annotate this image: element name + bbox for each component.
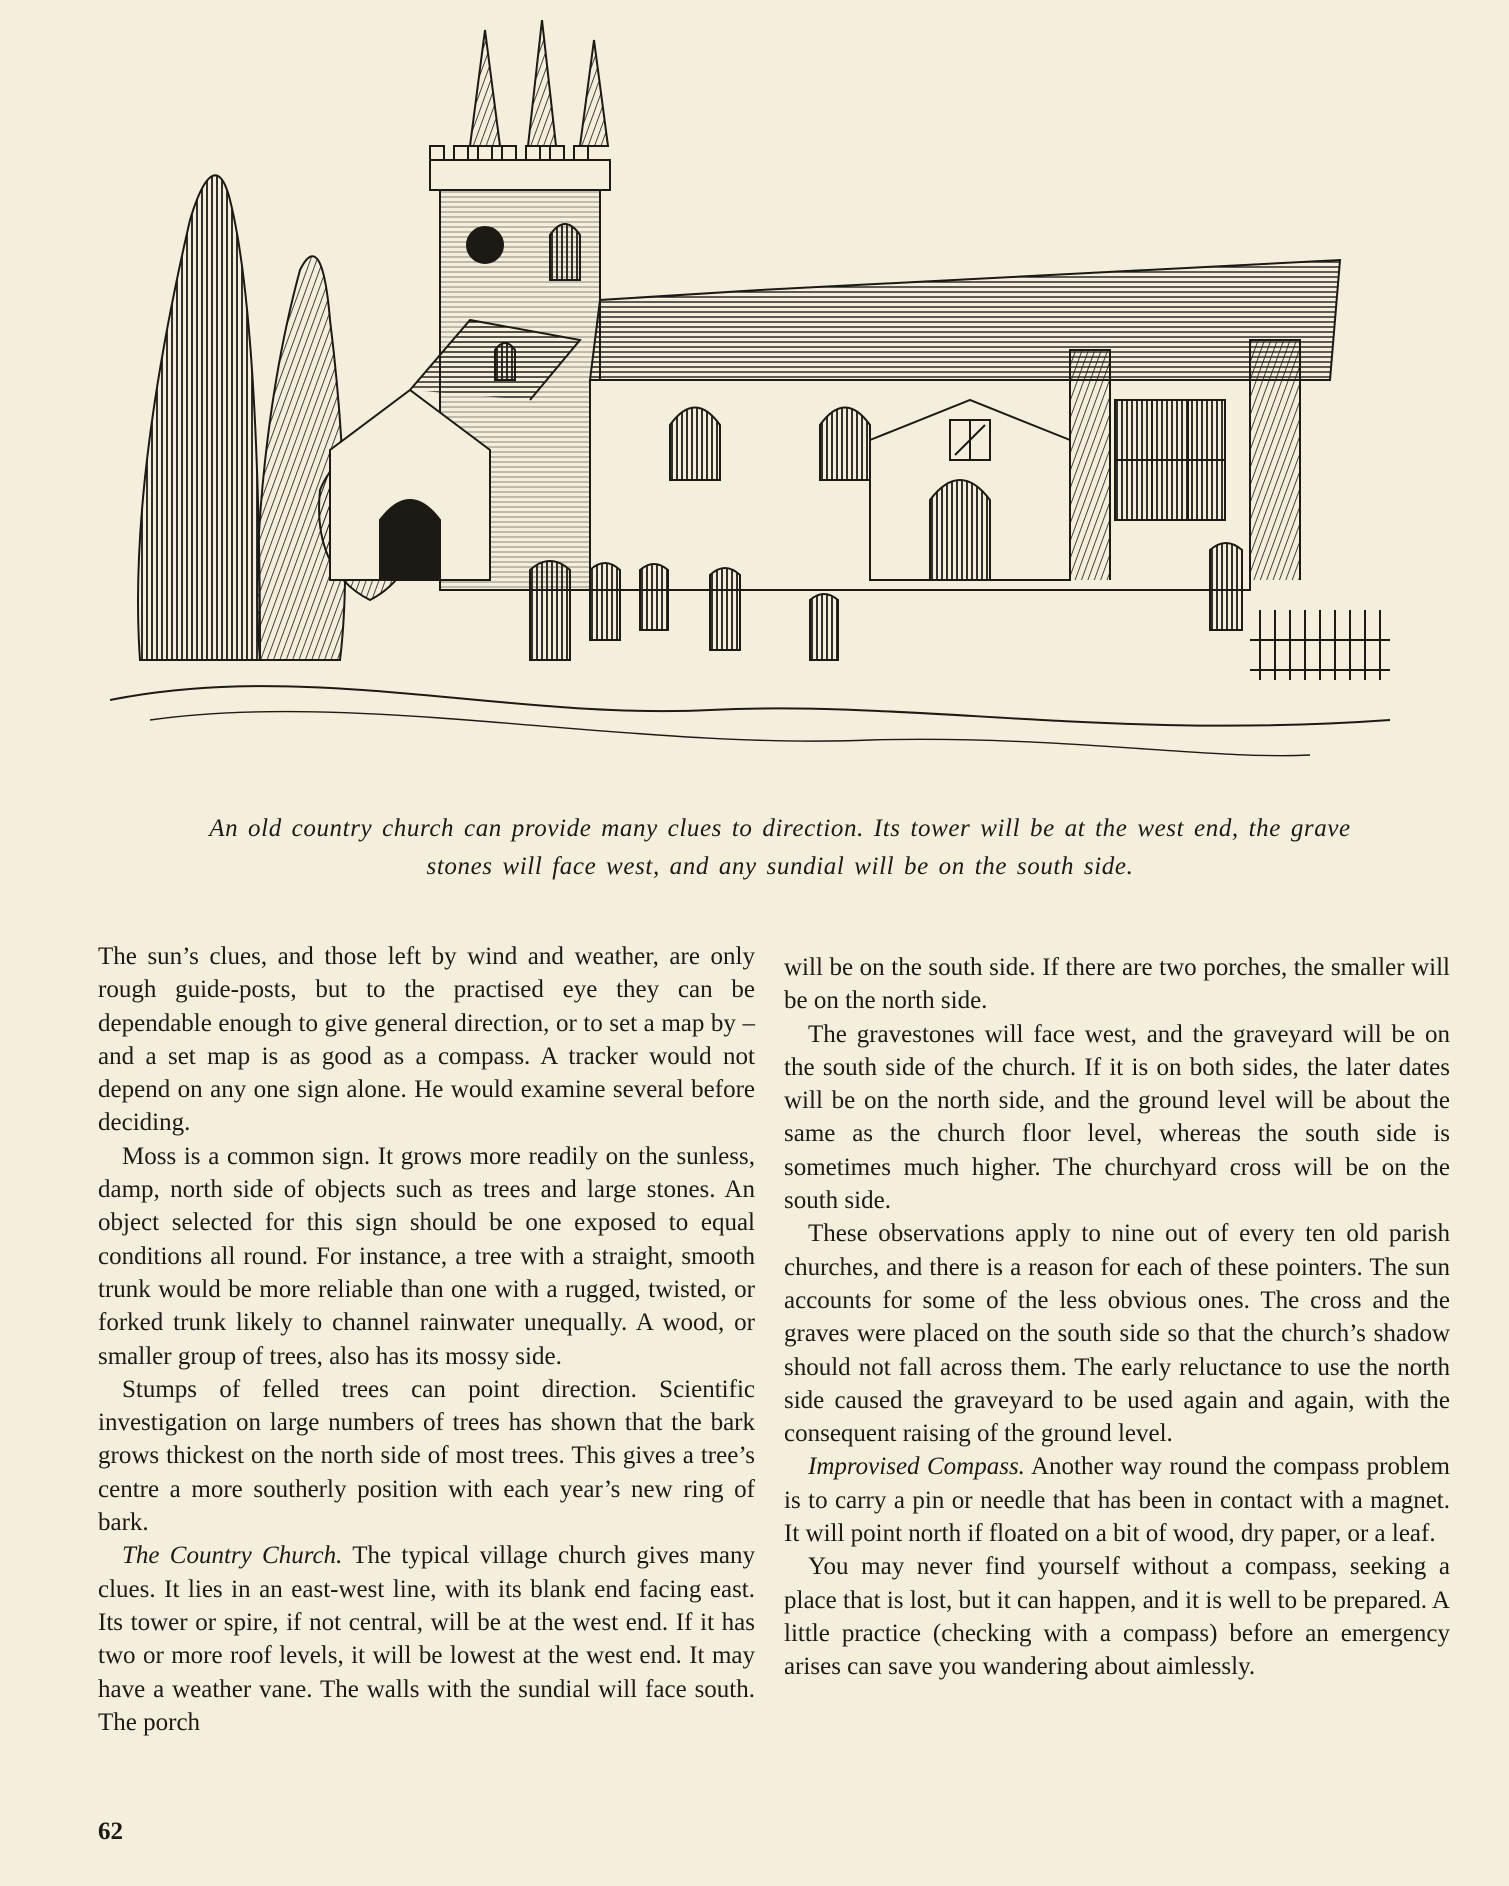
paragraph <box>98 1539 755 1739</box>
caption-line-2: stones will face west, and any sundial will be on the south side. <box>426 853 1134 880</box>
cypress-tree <box>138 175 260 660</box>
gravestone <box>710 568 740 650</box>
ground <box>110 686 1390 726</box>
paragraph-text: The typical village church gives many clues. It lies in an east-west line, with its blank end facing east. Its tower or spire, if not central, will be at the west end. If it has two or more roof levels, it will be lowest at the west end. It may have a weather vane. The walls with the sundial will face south. The porch <box>98 1542 755 1736</box>
spire-right <box>580 40 608 146</box>
paragraph: The gravestones will face west, and the graveyard will be on the south side of the church. If it is on both sides, the later dates will be on the north side, and the ground level will be about the same as the church floor level, whereas the south side is sometimes much higher. The churchyard cross will be on the south side. <box>784 1020 1450 1215</box>
left-column <box>98 940 755 1739</box>
paragraph <box>784 1450 1450 1550</box>
gravestone <box>530 561 570 660</box>
paragraph: will be on the south side. If there are two porches, the smaller will be on the north side. <box>784 954 1450 1015</box>
paragraph: These observations apply to nine out of every ten old parish churches, and there is a reason for each of these pointers. The sun accounts for some of the less obvious ones. The cross and the graves were placed on the south side so that the church’s shadow should not fall across them. The early reluctance to use the north side caused the graveyard to be used again and again, with the consequent raising of the ground level. <box>784 1220 1450 1448</box>
gravestone <box>810 594 838 660</box>
spire-middle <box>528 20 556 146</box>
spire-left <box>470 30 500 146</box>
gravestone <box>640 564 668 630</box>
gravestone <box>590 563 620 640</box>
paragraph-text: Another way round the compass problem is to carry a pin or needle that has been in contact with a magnet. It will point north if floated on a bit of wood, dry paper, or a leaf. <box>784 1453 1450 1548</box>
gravestone <box>1210 543 1242 630</box>
church-illustration <box>110 20 1450 790</box>
paragraph: Stumps of felled trees can point direction. Scientific investigation on large numbers of trees has shown that the bark grows thickest on the north side of most trees. This gives a tree’s centre a more southerly position with each year’s new ring of bark. <box>98 1375 755 1537</box>
nave-roof <box>590 260 1340 380</box>
page-number: 62 <box>98 1818 123 1845</box>
tower-clock <box>467 227 503 263</box>
paragraph: The sun’s clues, and those left by wind and weather, are only rough guide-posts, but to the practised eye they can be dependable enough to give general direction, or to set a map by – and a set map is as good as a compass. A tracker would not depend on any one sign alone. He would examine several before deciding. <box>98 943 755 1137</box>
section-heading-country-church: The Country Church. <box>122 1542 343 1570</box>
caption-line-1: An old country church can provide many clues to direction. Its tower will be at the west end, the grave <box>209 815 1351 842</box>
section-heading-improvised-compass: Improvised Compass. <box>808 1453 1025 1481</box>
paragraph: Moss is a common sign. It grows more readily on the sunless, damp, north side of objects such as trees and large stones. An object selected for this sign should be one exposed to equal conditions all round. For instance, a tree with a straight, smooth trunk would be more reliable than one with a rugged, twisted, or forked trunk likely to channel rainwater unequally. A wood, or smaller group of trees, also has its mossy side. <box>98 1142 755 1370</box>
grave-railing <box>1250 610 1390 680</box>
illustration-caption <box>110 810 1450 886</box>
paragraph: You may never find yourself without a compass, seeking a place that is lost, but it can happen, and it is well to be prepared. A little practice (checking with a compass) before an emergency arises can save you wandering about aimlessly. <box>784 1553 1450 1681</box>
right-column <box>784 951 1450 1684</box>
